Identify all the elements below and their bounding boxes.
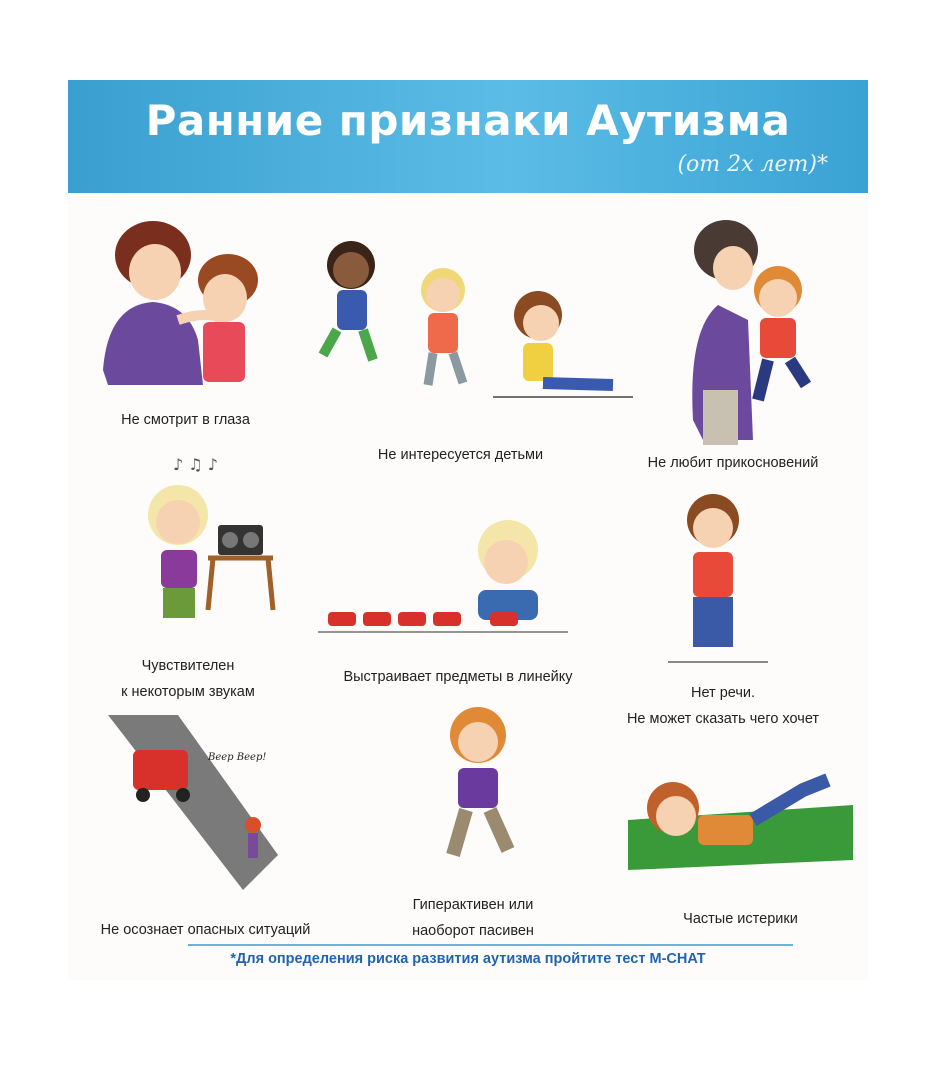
caption-speech <box>588 680 858 732</box>
illustration-lineup <box>318 520 568 640</box>
beep-text: Beep Beep! <box>208 752 267 763</box>
illustration-danger <box>108 715 283 895</box>
page-title: Ранние признаки Аутизма <box>145 96 791 145</box>
footer-divider <box>188 944 793 946</box>
caption-sounds-line2: к некоторым звукам <box>121 684 255 700</box>
caption-sounds <box>78 653 298 705</box>
caption-kids: Не интересуется детьми <box>377 447 544 463</box>
illustration-sounds <box>123 440 283 630</box>
caption-danger: Не осознает опасных ситуаций <box>100 922 311 938</box>
caption-speech-line1: Нет речи. <box>690 685 756 701</box>
illustration-speech <box>668 490 778 670</box>
caption-hyperactive <box>373 892 573 944</box>
caption-tantrum: Частые истерики <box>683 911 798 927</box>
illustration-touch <box>678 210 828 450</box>
illustration-hyperactive <box>428 700 538 875</box>
illustration-eye-contact <box>93 210 273 395</box>
caption-hyperactive-line2: наоборот пасивен <box>412 923 534 939</box>
caption-lineup: Выстраивает предметы в линейку <box>343 669 573 685</box>
illustration-kids <box>313 235 633 415</box>
footnote: *Для определения риска развития аутизма пройтите тест M-CHAT <box>230 951 706 967</box>
caption-speech-line2: Не может сказать чего хочет <box>626 711 820 727</box>
caption-eye-contact: Не смотрит в глаза <box>121 412 250 428</box>
poster <box>68 80 868 980</box>
page-subtitle: (от 2х лет)* <box>677 152 828 177</box>
caption-sounds-line1: Чувствителен <box>141 658 235 674</box>
header-banner <box>68 80 868 193</box>
svg-text:♪ ♫ ♪: ♪ ♫ ♪ <box>173 455 218 474</box>
caption-touch: Не любит прикосновений <box>647 455 819 471</box>
illustration-tantrum <box>628 760 853 880</box>
caption-hyperactive-line1: Гиперактивен или <box>412 897 534 913</box>
